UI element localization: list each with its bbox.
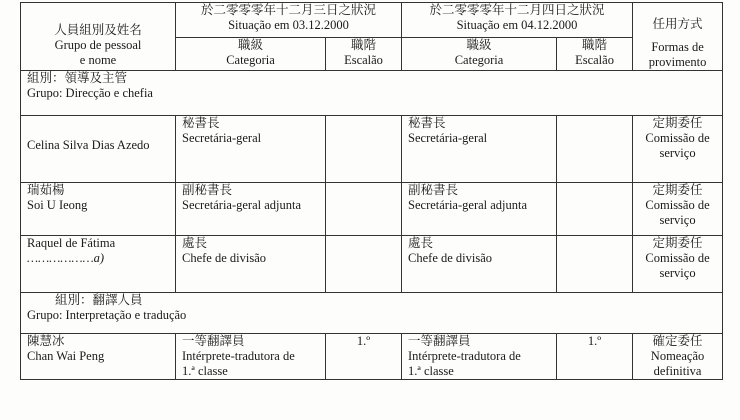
prov-pt-2: serviço (659, 266, 696, 280)
cell-name (21, 334, 176, 380)
cat-zh: 一等翻譯員 (408, 334, 471, 348)
cell-name (21, 116, 176, 183)
name-pt: Soi U Ieong (27, 198, 88, 212)
cat-pt: Secretária-geral adjunta (408, 198, 528, 212)
cat-zh: 秘書長 (408, 116, 446, 130)
cell-name (21, 236, 176, 293)
header-group-pt-1: Grupo de pessoal (54, 38, 142, 52)
group-row-interpretation (21, 293, 723, 334)
cell-scale-right: 1.º (557, 334, 633, 380)
cell-scale-left (326, 183, 402, 236)
cell-category-right (402, 236, 557, 293)
cat-pt-2: 1.ª classe (182, 364, 228, 378)
cell-provision (633, 116, 723, 183)
cat-pt-1: Intérprete-tradutora de (182, 349, 295, 363)
name-pt: Raquel de Fátima (27, 236, 116, 250)
group-title-pt: Grupo: Direcção e chefia (27, 86, 153, 100)
cat-zh: 處長 (182, 236, 208, 250)
group-row-direction (21, 71, 723, 116)
cell-scale-right (557, 183, 633, 236)
name-pt: Chan Wai Peng (27, 349, 105, 363)
prov-pt-1: Comissão de (645, 198, 710, 212)
category-left-pt: Categoria (226, 53, 275, 67)
cell-name (21, 183, 176, 236)
cell-category-right (402, 334, 557, 380)
group-title (21, 293, 723, 334)
cell-category-left (176, 116, 326, 183)
scale-right-zh: 職階 (582, 38, 608, 52)
prov-pt-1: Nomeação (650, 349, 705, 363)
cell-scale-left (326, 236, 402, 293)
group-title-zh: 組別：領導及主管 (27, 71, 128, 85)
cat-zh: 秘書長 (182, 116, 220, 130)
name-zh: 陳慧冰 (27, 334, 65, 348)
prov-pt-1: Comissão de (645, 251, 710, 265)
cell-category-left (176, 334, 326, 380)
header-scale-right (557, 38, 633, 71)
header-category-right (402, 38, 557, 71)
table-row (21, 183, 723, 236)
category-right-zh: 職級 (466, 38, 492, 52)
status-right-pt: Situação em 04.12.2000 (456, 18, 578, 32)
cell-category-left (176, 236, 326, 293)
table-row (21, 116, 723, 183)
prov-pt-1: Comissão de (645, 131, 710, 145)
header-status-right (402, 3, 633, 38)
scale-left-pt: Escalão (344, 53, 383, 67)
cell-category-right (402, 116, 557, 183)
name-pt: Celina Silva Dias Azedo (27, 138, 150, 152)
provision-pt-1: Formas de (651, 40, 704, 54)
cat-zh: 一等翻譯員 (182, 334, 245, 348)
cell-scale-right (557, 236, 633, 293)
group-title (21, 71, 723, 116)
header-provision (633, 3, 723, 71)
scale-left-zh: 職階 (351, 38, 377, 52)
cat-pt: Chefe de divisão (182, 251, 267, 265)
header-group-pt-2: e nome (79, 53, 117, 67)
cat-zh: 副秘書長 (182, 183, 233, 197)
scale-right-pt: Escalão (575, 53, 614, 67)
cell-scale-right (557, 116, 633, 183)
category-right-pt: Categoria (454, 53, 504, 67)
cell-provision (633, 183, 723, 236)
table-row (21, 236, 723, 293)
cell-category-left (176, 183, 326, 236)
prov-zh: 定期委任 (652, 116, 703, 130)
cell-scale-left: 1.º (326, 334, 402, 380)
header-row-top (21, 3, 723, 38)
provision-pt-2: provimento (648, 55, 707, 69)
header-status-left (176, 3, 402, 38)
cell-scale-left (326, 116, 402, 183)
status-left-zh: 於二零零零年十二月三日之狀況 (201, 3, 377, 17)
cat-pt: Secretária-geral (408, 131, 488, 145)
header-group-name (21, 3, 176, 71)
header-group-zh: 人員組別及姓名 (54, 23, 142, 37)
prov-pt-2: definitiva (653, 364, 702, 378)
cell-category-right (402, 183, 557, 236)
table-row (21, 334, 723, 380)
name-zh: 瑞茹楊 (27, 183, 65, 197)
cell-provision (633, 334, 723, 380)
staff-table (20, 2, 723, 380)
status-right-zh: 於二零零零年十二月四日之狀況 (429, 3, 605, 17)
prov-pt-2: serviço (659, 213, 696, 227)
cat-pt: Chefe de divisão (408, 251, 493, 265)
prov-zh: 定期委任 (652, 183, 703, 197)
header-category-left (176, 38, 326, 71)
provision-zh: 任用方式 (652, 17, 703, 31)
cat-pt: Secretária-geral (182, 131, 262, 145)
status-left-pt: Situação em 03.12.2000 (228, 18, 349, 32)
cat-pt: Secretária-geral adjunta (182, 198, 302, 212)
cell-provision (633, 236, 723, 293)
prov-zh: 確定委任 (652, 334, 703, 348)
group-title-zh: 組別：翻譯人員 (55, 293, 143, 307)
group-title-pt: Grupo: Interpretação e tradução (27, 308, 187, 322)
cat-pt-2: 1.ª classe (408, 364, 454, 378)
category-left-zh: 職級 (237, 38, 263, 52)
cat-zh: 處長 (408, 236, 434, 250)
prov-zh: 定期委任 (652, 236, 703, 250)
prov-pt-2: serviço (659, 146, 696, 160)
cat-zh: 副秘書長 (408, 183, 459, 197)
name-note: ………………a) (27, 251, 105, 265)
cat-pt-1: Intérprete-tradutora de (408, 349, 521, 363)
header-scale-left (326, 38, 402, 71)
